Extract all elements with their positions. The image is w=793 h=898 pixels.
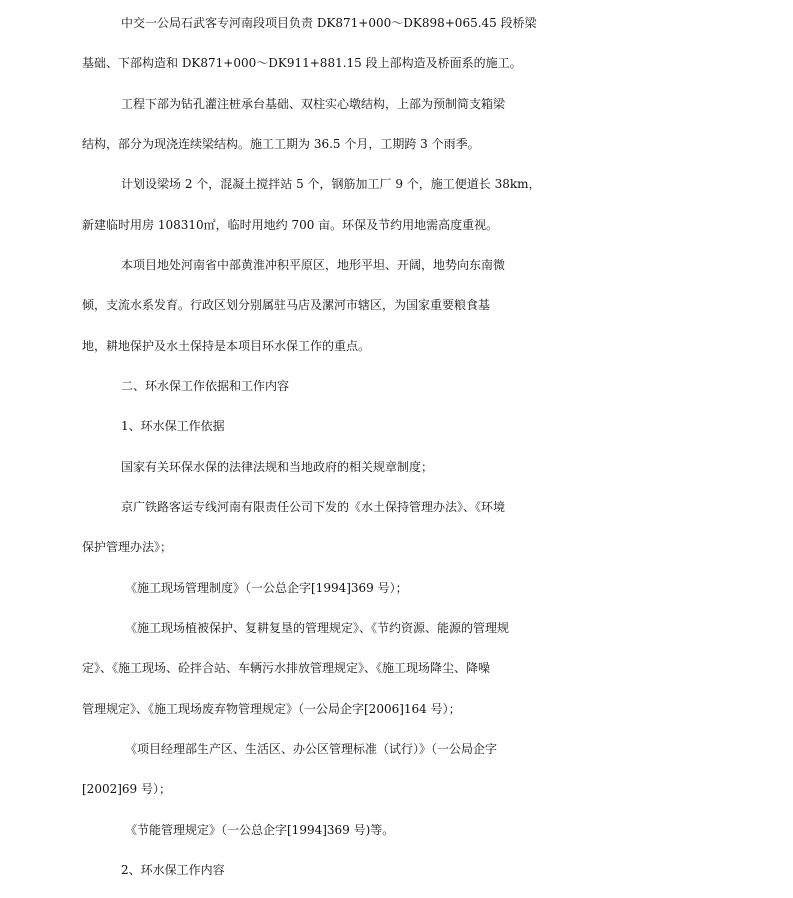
paragraph-1-line-2: 基础、下部构造和 DK871+000～DK911+881.15 段上部构造及桥面系的施工。: [82, 56, 522, 70]
paragraph-9-line-1: 《项目经理部生产区、生活区、办公区管理标准（试行）》（一公局企字: [125, 742, 498, 756]
paragraph-1-line-1: 中交一公局石武客专河南段项目负责 DK871+000～DK898+065.45 段桥梁: [121, 16, 537, 30]
section-heading: 二、环水保工作依据和工作内容: [121, 379, 290, 393]
paragraph-8-line-1: 《施工现场植被保护、复耕复垦的管理规定》、《节约资源、能源的管理规: [125, 621, 510, 635]
subsection-heading-2: 2、环水保工作内容: [121, 863, 225, 877]
paragraph-5: 国家有关环保水保的法律法规和当地政府的相关规章制度；: [121, 460, 434, 474]
paragraph-9-line-2: [2002]69 号）；: [82, 782, 171, 796]
paragraph-8-line-3: 管理规定》、《施工现场废弃物管理规定》（一公局企字[2006]164 号）；: [82, 702, 461, 716]
paragraph-4-line-3: 地，耕地保护及水土保持是本项目环水保工作的重点。: [82, 339, 371, 353]
paragraph-6-line-1: 京广铁路客运专线河南有限责任公司下发的《水土保持管理办法》、《环境: [121, 500, 506, 514]
paragraph-7: 《施工现场管理制度》（一公总企字[1994]369 号）；: [125, 581, 408, 595]
paragraph-4-line-1: 本项目地处河南省中部黄淮冲积平原区，地形平坦、开阔，地势向东南微: [121, 258, 506, 272]
paragraph-2-line-2: 结构，部分为现浇连续梁结构。施工工期为 36.5 个月，工期跨 3 个雨季。: [82, 137, 480, 151]
paragraph-6-line-2: 保护管理办法》；: [82, 540, 173, 554]
paragraph-10: 《节能管理规定》（一公总企字[1994]369 号)等。: [125, 823, 395, 837]
paragraph-8-line-2: 定》、《施工现场、砼拌合站、车辆污水排放管理规定》、《施工现场降尘、降噪: [82, 661, 491, 675]
subsection-heading-1: 1、环水保工作依据: [121, 419, 225, 433]
paragraph-3-line-1: 计划设梁场 2 个，混凝土搅拌站 5 个，钢筋加工厂 9 个，施工便道长 38km，: [121, 177, 541, 191]
paragraph-2-line-1: 工程下部为钻孔灌注桩承台基础、双柱实心墩结构，上部为预制简支箱梁: [121, 97, 506, 111]
paragraph-3-line-2: 新建临时用房 108310㎡，临时用地约 700 亩。环保及节约用地需高度重视。: [82, 218, 499, 232]
paragraph-4-line-2: 倾，支流水系发育。行政区划分别属驻马店及漯河市辖区，为国家重要粮食基: [82, 298, 491, 312]
